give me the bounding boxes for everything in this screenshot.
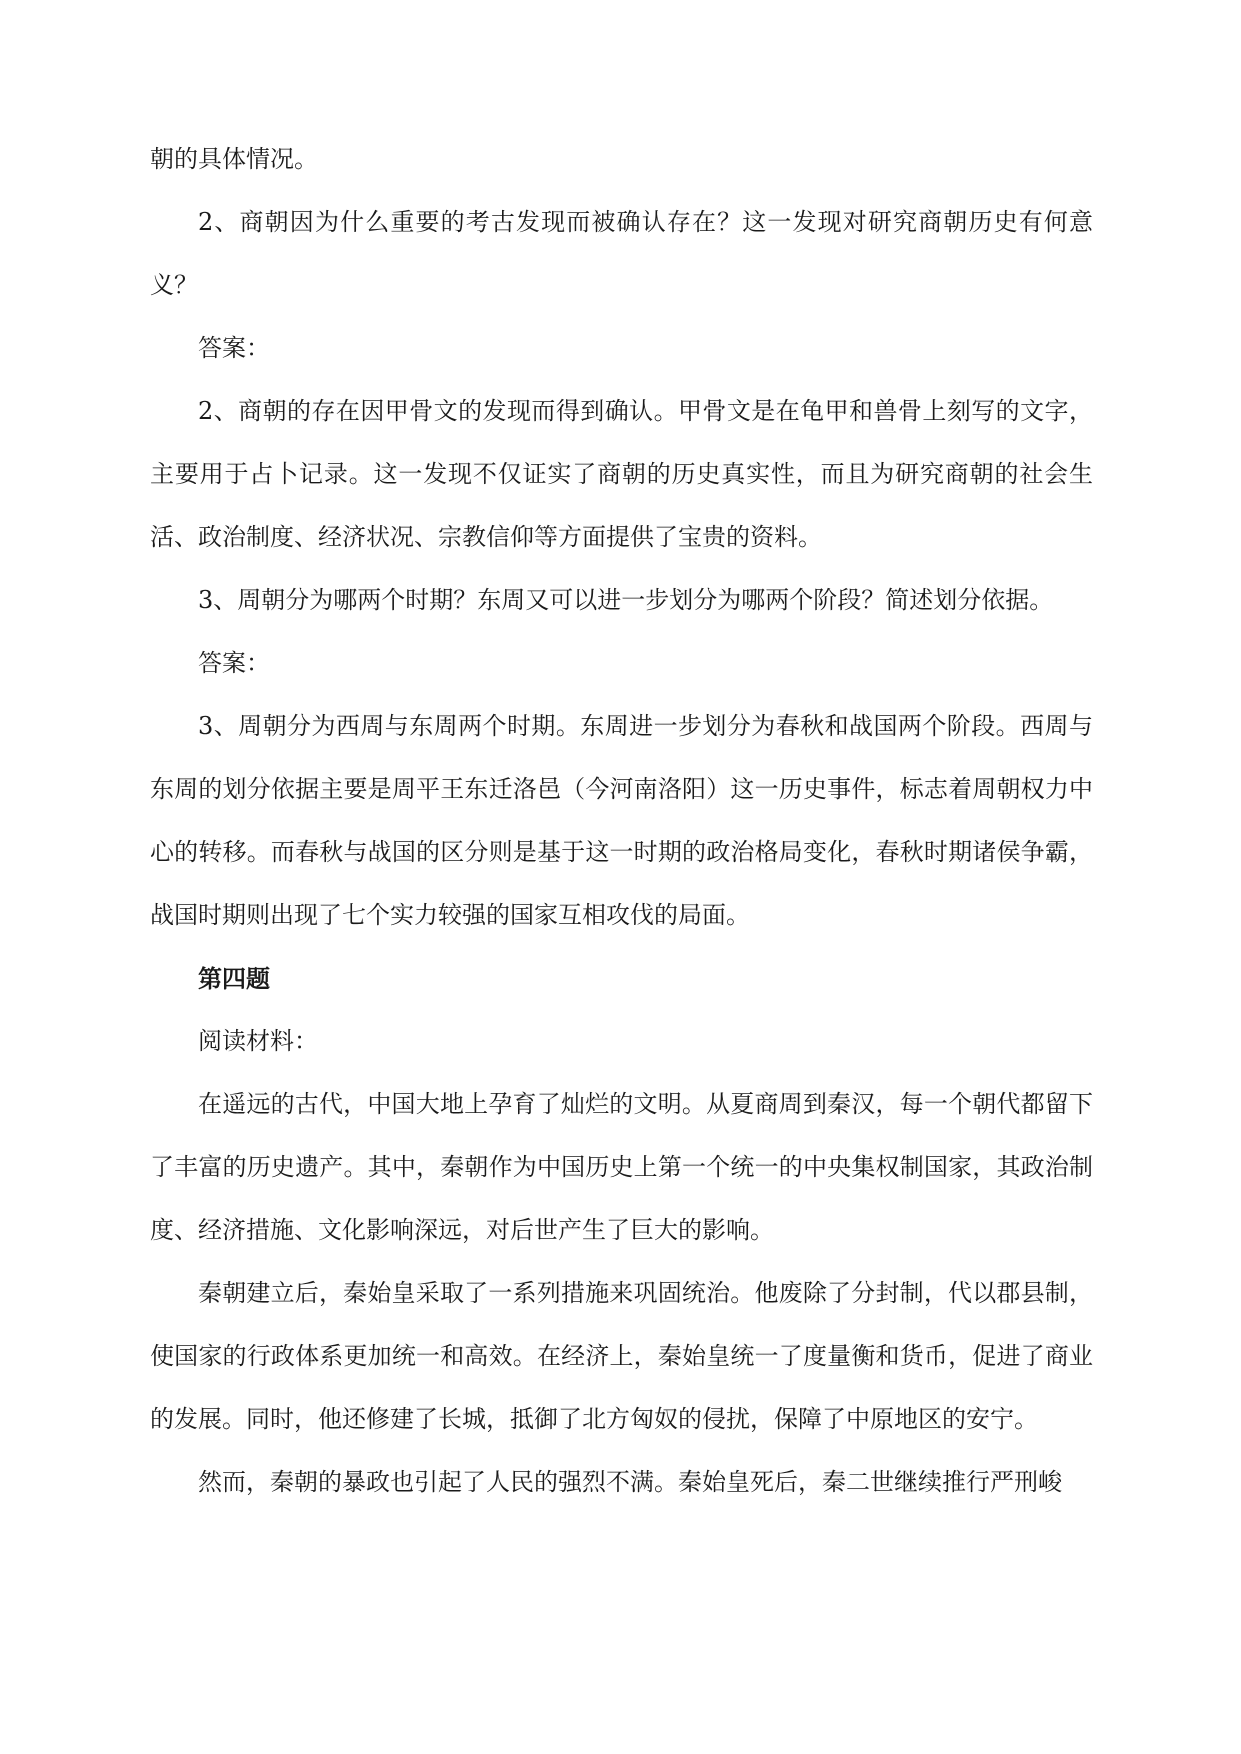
- question-2: 2、商朝因为什么重要的考古发现而被确认存在？这一发现对研究商朝历史有何意义？: [150, 208, 1093, 299]
- document-page: [150, 128, 1093, 1514]
- answer-label: 答案：: [198, 334, 270, 362]
- question-3: 3、周朝分为哪两个时期？东周又可以进一步划分为哪两个阶段？简述划分依据。: [198, 586, 1054, 614]
- material-paragraph: 在遥远的古代，中国大地上孕育了灿烂的文明。从夏商周到秦汉，每一个朝代都留下了丰富的历史遗产。其中，秦朝作为中国历史上第一个统一的中央集权制国家，其政治制度、经济措施、文化影响深远，对后世产生了巨大的影响。: [150, 1090, 1093, 1244]
- reading-material-label: 阅读材料：: [198, 1027, 318, 1055]
- answer-3: 3、周朝分为西周与东周两个时期。东周进一步划分为春秋和战国两个阶段。西周与东周的划分依据主要是周平王东迁洛邑（今河南洛阳）这一历史事件，标志着周朝权力中心的转移。而春秋与战国的区分则是基于这一时期的政治格局变化，春秋时期诸侯争霸，战国时期则出现了七个实力较强的国家互相攻伐的局面。: [150, 712, 1093, 929]
- answer-label: 答案：: [198, 649, 270, 677]
- answer-2: 2、商朝的存在因甲骨文的发现而得到确认。甲骨文是在龟甲和兽骨上刻写的文字，主要用于占卜记录。这一发现不仅证实了商朝的历史真实性，而且为研究商朝的社会生活、政治制度、经济状况、宗教信仰等方面提供了宝贵的资料。: [150, 397, 1093, 551]
- material-paragraph: 秦朝建立后，秦始皇采取了一系列措施来巩固统治。他废除了分封制，代以郡县制，使国家的行政体系更加统一和高效。在经济上，秦始皇统一了度量衡和货币，促进了商业的发展。同时，他还修建了长城，抵御了北方匈奴的侵扰，保障了中原地区的安宁。: [150, 1279, 1093, 1433]
- paragraph: 朝的具体情况。: [150, 145, 318, 173]
- material-paragraph: 然而，秦朝的暴政也引起了人民的强烈不满。秦始皇死后，秦二世继续推行严刑峻: [198, 1468, 1062, 1496]
- section-heading: 第四题: [198, 964, 270, 993]
